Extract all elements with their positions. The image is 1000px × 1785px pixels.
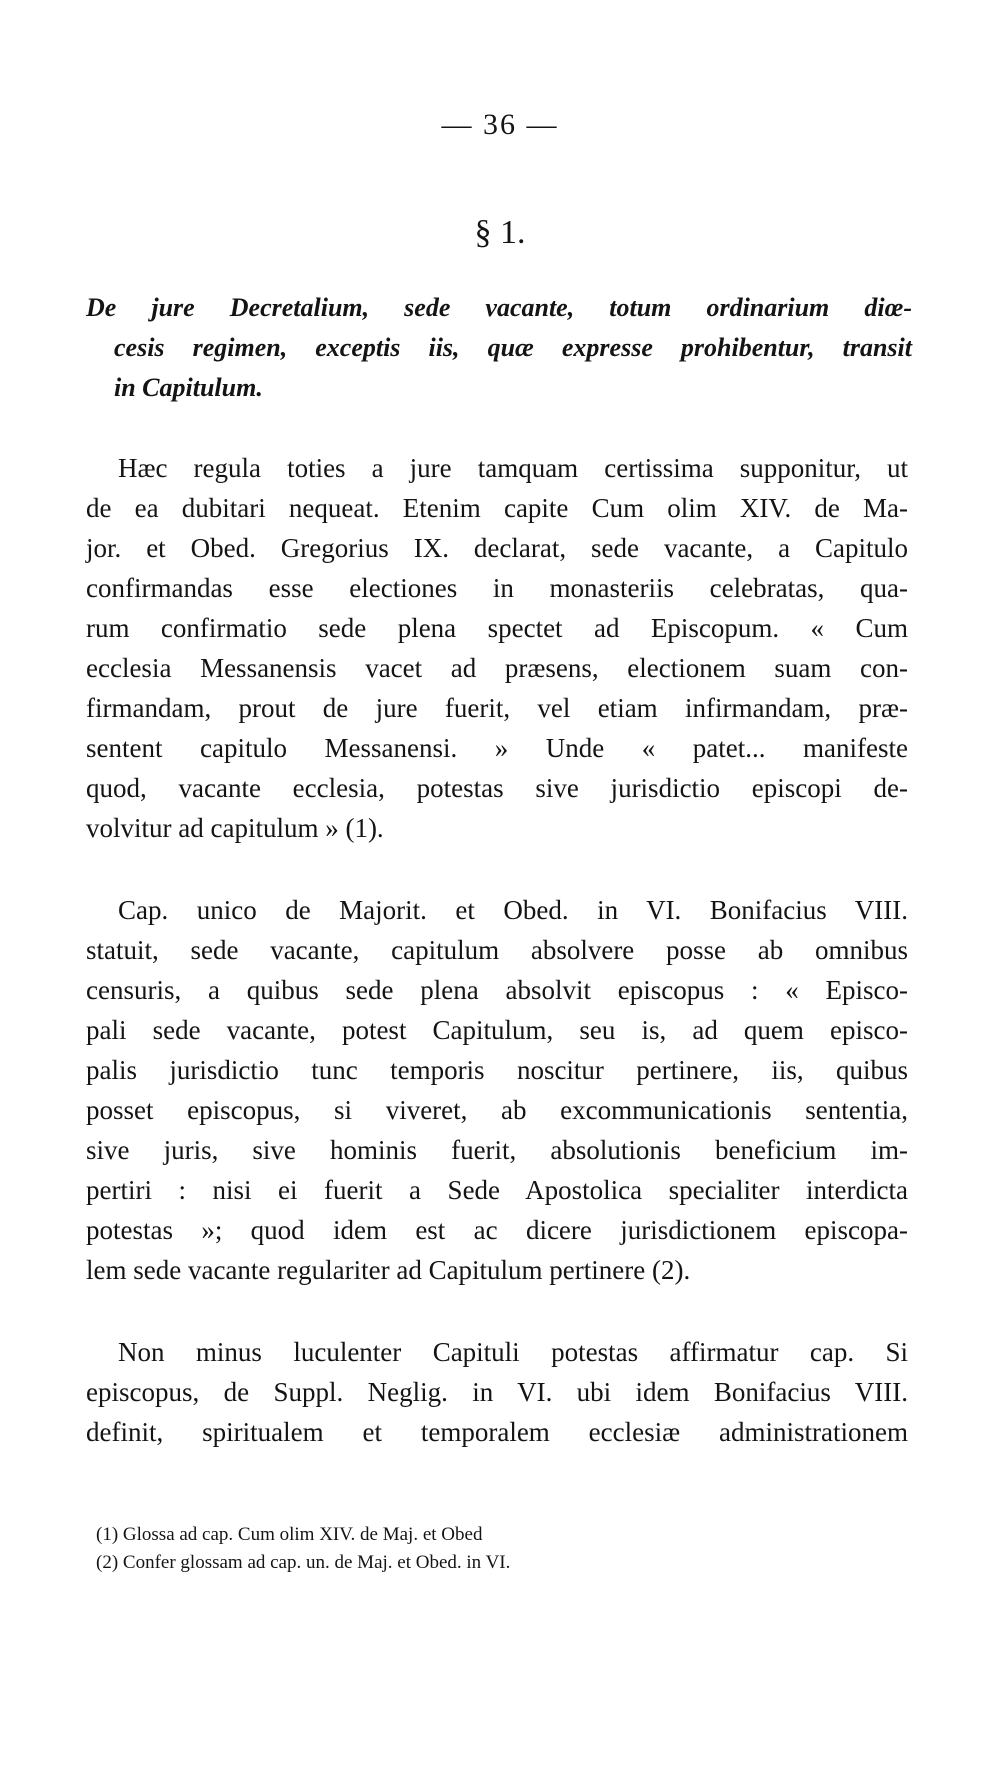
heading-line: cesis regimen, exceptis iis, quæ expresse prohibentur, transit (114, 333, 912, 362)
paragraph-1 (86, 448, 908, 848)
text-line: de ea dubitari nequeat. Etenim capite Cum olim XIV. de Ma- (86, 493, 908, 523)
text-line: episcopus, de Suppl. Neglig. in VI. ubi idem Bonifacius VIII. (86, 1377, 908, 1407)
text-line: pertiri : nisi ei fuerit a Sede Apostolica specialiter interdicta (86, 1175, 908, 1205)
section-heading (86, 288, 912, 408)
section-mark: § 1. (474, 214, 526, 251)
text-line: statuit, sede vacante, capitulum absolvere posse ab omnibus (86, 935, 908, 965)
page-number: — 36 — (441, 108, 559, 141)
text-line: definit, spiritualem et temporalem ecclesiæ administrationem (86, 1417, 908, 1447)
text-line: ecclesia Messanensis vacet ad præsens, electionem suam con- (86, 653, 908, 683)
text-line: sentent capitulo Messanensi. » Unde « patet... manifeste (86, 733, 908, 763)
paragraph-3 (86, 1332, 908, 1452)
text-line: volvitur ad capitulum » (1). (86, 813, 384, 843)
text-line: potestas »; quod idem est ac dicere jurisdictionem episcopa- (86, 1215, 908, 1245)
text-line: lem sede vacante regulariter ad Capitulum pertinere (2). (86, 1255, 691, 1285)
footnote-1: (1) Glossa ad cap. Cum olim XIV. de Maj. et Obed (96, 1524, 483, 1545)
text-line: sive juris, sive hominis fuerit, absolutionis beneficium im- (86, 1135, 908, 1165)
footnote-2: (2) Confer glossam ad cap. un. de Maj. et Obed. in VI. (96, 1552, 511, 1573)
text-line: firmandam, prout de jure fuerit, vel etiam infirmandam, præ- (86, 693, 908, 723)
text-line: Hæc regula toties a jure tamquam certissima supponitur, ut (118, 453, 908, 483)
text-line: palis jurisdictio tunc temporis noscitur pertinere, iis, quibus (86, 1055, 908, 1085)
text-line: confirmandas esse electiones in monasteriis celebratas, qua- (86, 573, 908, 603)
text-line: posset episcopus, si viveret, ab excommunicationis sententia, (86, 1095, 908, 1125)
text-line: Cap. unico de Majorit. et Obed. in VI. Bonifacius VIII. (118, 895, 908, 925)
paragraph-2 (86, 890, 908, 1290)
text-line: pali sede vacante, potest Capitulum, seu is, ad quem episco- (86, 1015, 908, 1045)
heading-line: De jure Decretalium, sede vacante, totum ordinarium diœ- (86, 293, 912, 322)
heading-line: in Capitulum. (114, 373, 263, 402)
text-line: jor. et Obed. Gregorius IX. declarat, sede vacante, a Capitulo (86, 533, 908, 563)
text-line: Non minus luculenter Capituli potestas affirmatur cap. Si (118, 1337, 908, 1367)
text-line: censuris, a quibus sede plena absolvit episcopus : « Episco- (86, 975, 908, 1005)
text-line: quod, vacante ecclesia, potestas sive jurisdictio episcopi de- (86, 773, 908, 803)
text-line: rum confirmatio sede plena spectet ad Episcopum. « Cum (86, 613, 908, 643)
